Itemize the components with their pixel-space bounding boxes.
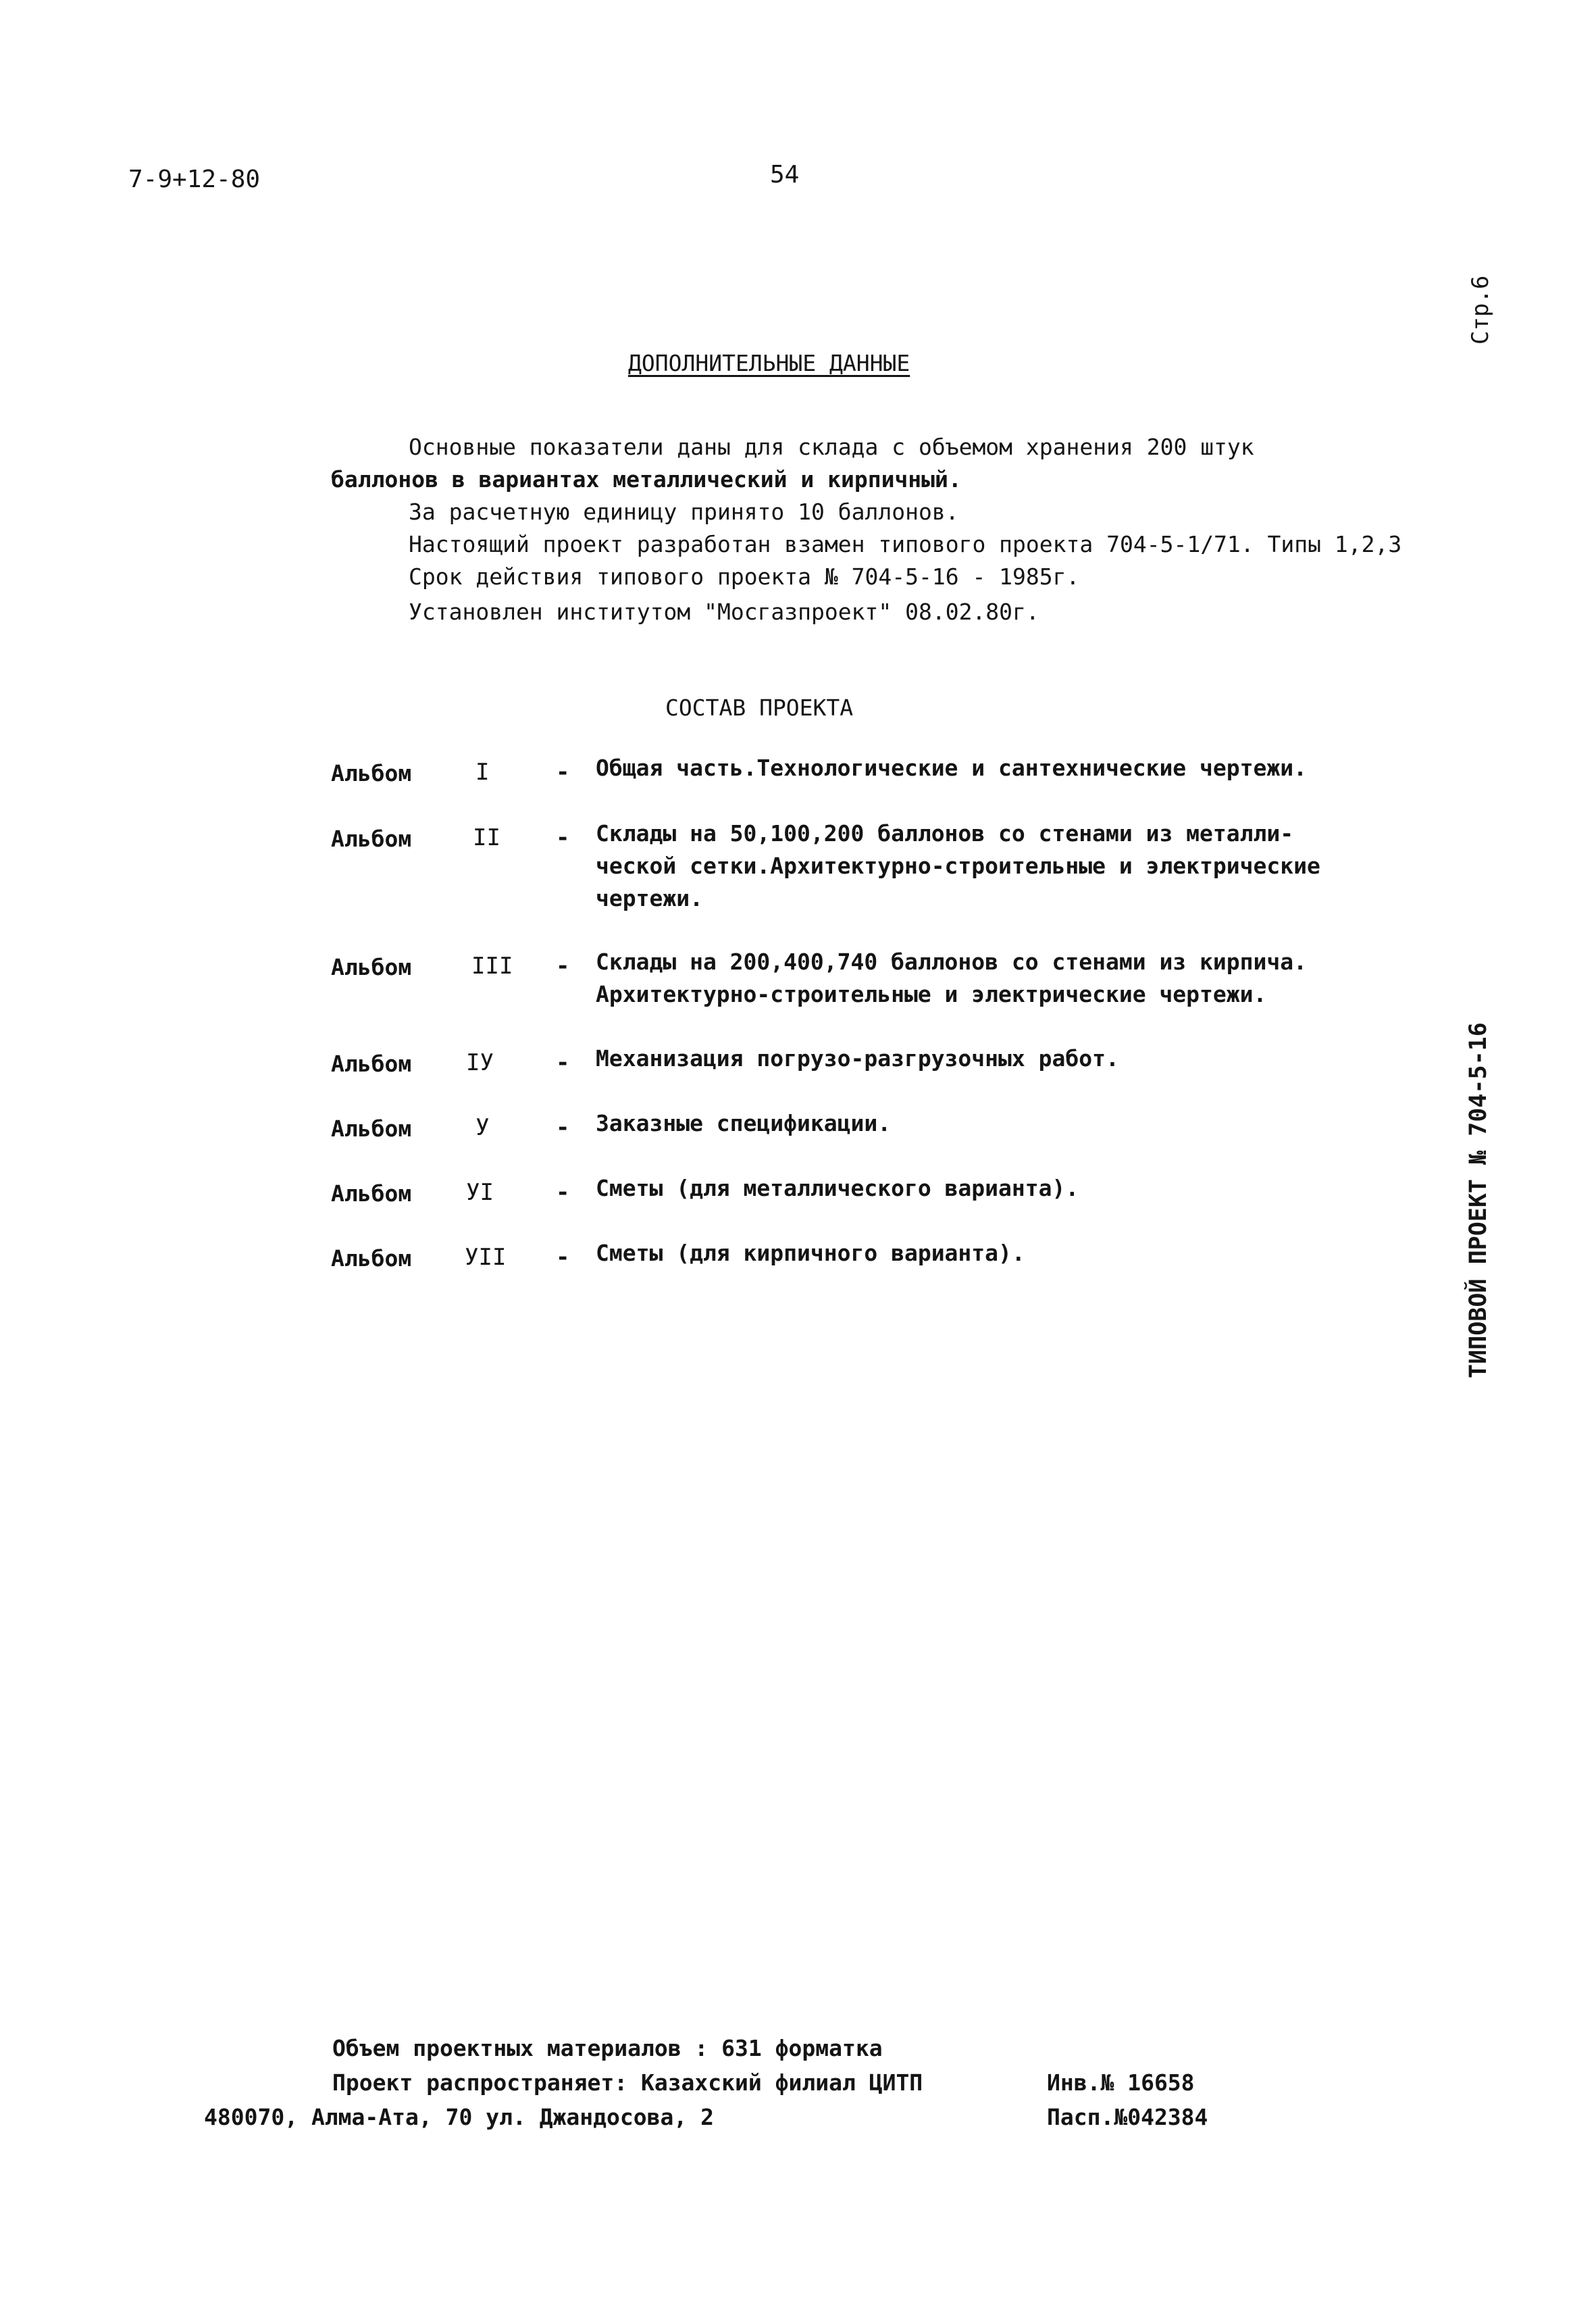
album-label: Альбом bbox=[331, 1051, 412, 1077]
album-label: Альбом bbox=[331, 760, 412, 786]
paragraph-line: Настоящий проект разработан взамен типового проекта 704-5-1/71. Типы 1,2,3 bbox=[409, 531, 1402, 557]
side-project-label: ТИПОВОЙ ПРОЕКТ № 704-5-16 bbox=[1465, 1022, 1492, 1378]
album-dash: - bbox=[556, 1114, 570, 1141]
side-page-label: Стр.6 bbox=[1467, 275, 1494, 345]
album-dash: - bbox=[556, 1179, 570, 1206]
album-dash: - bbox=[556, 824, 570, 851]
album-label: Альбом bbox=[331, 1245, 412, 1272]
album-label: Альбом bbox=[331, 954, 412, 980]
album-description: Склады на 200,400,740 баллонов со стенами из кирпича. Архитектурно-строительные и электрические чертежи. bbox=[596, 949, 1307, 1007]
album-description: Сметы (для кирпичного варианта). bbox=[596, 1240, 1025, 1266]
album-number: УII bbox=[465, 1244, 507, 1271]
album-dash: - bbox=[556, 1049, 570, 1076]
composition-heading: СОСТАВ ПРОЕКТА bbox=[665, 695, 854, 721]
distributor-line: Проект распространяет: Казахский филиал ЦИТП bbox=[332, 2069, 923, 2096]
album-number: УI bbox=[466, 1179, 494, 1206]
paragraph-line: За расчетную единицу принято 10 баллонов. bbox=[409, 499, 959, 525]
album-description: Заказные спецификации. bbox=[596, 1110, 892, 1136]
album-description: Сметы (для металлического варианта). bbox=[596, 1175, 1079, 1201]
album-label: Альбом bbox=[331, 1180, 412, 1207]
album-number: II bbox=[473, 824, 500, 851]
inventory-number: Инв.№ 16658 bbox=[1047, 2069, 1195, 2096]
album-label: Альбом bbox=[331, 826, 412, 852]
album-description: Общая часть.Технологические и сантехнические чертежи. bbox=[596, 755, 1307, 781]
album-dash: - bbox=[556, 953, 570, 980]
paragraph-line: Срок действия типового проекта № 704-5-16 - 1985г. bbox=[409, 563, 1080, 590]
album-number: I bbox=[475, 759, 490, 786]
document-code: 7-9+12-80 bbox=[128, 166, 261, 193]
album-dash: - bbox=[556, 759, 570, 786]
album-number: У bbox=[475, 1114, 490, 1141]
volume-line: Объем проектных материалов : 631 форматка bbox=[332, 2035, 883, 2061]
paragraph-line: Основные показатели даны для склада с объемом хранения 200 штук bbox=[409, 434, 1254, 460]
passport-number: Пасп.№042384 bbox=[1047, 2104, 1208, 2130]
address-line: 480070, Алма-Ата, 70 ул. Джандосова, 2 bbox=[204, 2104, 714, 2130]
album-dash: - bbox=[556, 1244, 570, 1271]
paragraph-line: Установлен институтом "Мосгазпроект" 08.02.80г. bbox=[409, 599, 1039, 625]
paragraph-line: баллонов в вариантах металлический и кирпичный. bbox=[331, 466, 962, 493]
album-label: Альбом bbox=[331, 1115, 412, 1142]
additional-data-heading: ДОПОЛНИТЕЛЬНЫЕ ДАННЫЕ bbox=[628, 350, 910, 376]
page-number: 54 bbox=[770, 161, 800, 188]
album-description: Склады на 50,100,200 баллонов со стенами из металли- ческой сетки.Архитектурно-строительные и электрические чертежи. bbox=[596, 820, 1320, 911]
album-number: IУ bbox=[466, 1049, 494, 1076]
album-description: Механизация погрузо-разгрузочных работ. bbox=[596, 1045, 1119, 1072]
album-number: III bbox=[471, 953, 513, 980]
